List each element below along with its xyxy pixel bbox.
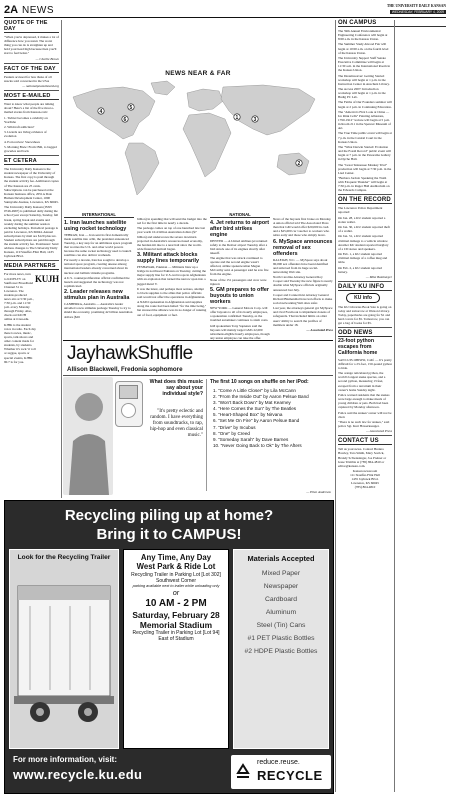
story-2-text-2: billion) in spending that will send the budget into the red for the first time in nearly a decade. (137, 217, 207, 226)
media-partners-title: MEDIA PARTNERS (4, 263, 59, 270)
europe-shape (187, 89, 223, 111)
etcetera-title: ET CETERA (4, 158, 59, 165)
record-item: On Jan. 30, a KU student reported theft of a wallet. (338, 225, 390, 234)
asia-shape (221, 85, 315, 135)
most-emailed-item[interactable]: 4. Porn review: Snowshoes (4, 139, 40, 144)
west-park-note: parking available next to trailer while unloading only (132, 584, 220, 588)
most-emailed-title: MOST E-MAILED (4, 93, 59, 100)
campus-item: The University Support Staff Senate Executive Committee will begin at 11:30 a.m. in the International Room in the Kansas Union. (338, 55, 391, 73)
story-6-text-2: North Carolina Attorney General Roy Cooper said Tuesday the new figure is nearly double what MySpace officials originally announced last July. (273, 275, 333, 292)
fact-attribution: — nationalpeanutboard.org (22, 84, 59, 89)
odd-news-text: SAN LUIS OBISPO, Calif. — It's pretty difficult for a 23-foot, 150-pound python to hide. (338, 357, 392, 371)
material-item: Steel (Tin) Cans (256, 622, 306, 629)
song-item: 7. "Drive" by Incubus (213, 424, 256, 430)
contact-us-title: CONTACT US (338, 438, 392, 445)
map-label-6: 6 (123, 117, 127, 123)
most-emailed-intro: Want to know what people are talking about? Here's a list of the five most e-mailed stories from Kansan.com: (4, 102, 55, 115)
most-emailed-item[interactable]: 3. Lizards are living evidence of evolution (4, 130, 47, 139)
shuffle-title-b: Shuffle (137, 343, 193, 364)
shuffle-title-a: Jayhawk (67, 343, 138, 364)
story-1-text-3: A U.S. counterproliferation official confirmed the launch and suggested the technology was not sophisticated. (64, 275, 130, 288)
or-text: or (172, 590, 180, 597)
map-title: NEWS NEAR & FAR (165, 70, 231, 77)
record-list (338, 206, 392, 279)
stadium-sub: Recycling Trailer in Parking Lot [Lot 94] East of Stadium (132, 630, 220, 642)
contact-address-3: 1435 Jayhawk Blvd. (351, 477, 379, 482)
story-1-text: TEHRAN, Iran — Iran sent its first domestically made satellite into orbit, the president announced Tuesday, a key step for an ambitious space program that worries the U.S. and other world powers because the same rocket technology used to launch satellites can also deliver warheads. (64, 232, 133, 257)
campus-item: The "What Darwin Started: Evolution and the Fossil Record" public event will begin at 7 p.m. in the Panorama Gallery in Dyche Hall. (338, 144, 391, 162)
etcetera-text: The University Daily Kansan is the student newspaper of the University of Kansas. The first copy is paid through the student activity fee. Additional copies of The Kansan are 25 cents. Subscriptions can be purchased at the Kansan business office, 2051A Dole Human Development Center, 1000 Sunnyside Avenue, Lawrence, KS 66045. (4, 167, 59, 204)
materials-box (233, 549, 329, 749)
material-item: Cardboard (264, 596, 298, 603)
fact-title: FACT OF THE DAY (4, 66, 59, 73)
material-item: #2 HDPE Plastic Bottles (244, 648, 318, 655)
ad-url[interactable]: www.recycle.ku.edu (13, 767, 143, 782)
ipod-wheel-icon (121, 403, 136, 418)
story-2-text-3: The package comes on top of one launched late last year worth 10.4 billion Australian dollars ($7 billion) and underscores the severe downturn projected in Australia's resources-based economy, the hardest-hit due to a near halt since the world-wide financial turmoil began. (137, 226, 206, 251)
national-credit: — Associated Press (306, 327, 333, 332)
daily-ku-text: The KU Libraries Book Sale is going on today and tomorrow at Watson Library. Today, paperbacks are going for $1 and hard covers for $5. Tomorrow, you can get a bag of books for $5. (338, 304, 392, 326)
campus-item: "Barbara Jordan: Speaking the Truth with Eloquent Thunder" will begin at 7:30 p.m. in Ruger Hall Auditorium on the Edwards Campus. (338, 175, 390, 193)
ku-info-logo: KU info (346, 293, 380, 303)
campus-item: The True Time public event will begin at 7 p.m. in the Central Court in the Kansas Union. (338, 131, 392, 144)
story-1-text-2: For nearly a decade, Iran has sought to develop a national space program, creating unease among international leaders already concerned about its nuclear and ballistic missile programs. (64, 258, 129, 275)
quote-attribution: — Charlie Brown (35, 56, 59, 61)
map-label-3: 3 (253, 117, 257, 123)
record-item: The Lawrence Police Department reported: (338, 206, 383, 215)
ad-headline-1: Recycling piling up at home? (64, 507, 274, 524)
campus-item: The 59th Annual Environmental Engineering Conference will begin at 8:00 a.m. in the Kansas Union. (338, 29, 388, 42)
recycling-ad (4, 500, 334, 794)
australia-shape (277, 153, 309, 175)
international-col-1 (64, 212, 134, 336)
daily-ku-info-title: DAILY KU INFO (338, 284, 392, 291)
map-label-5: 5 (129, 105, 133, 111)
story-3-headline[interactable]: 3. Militant attack blocks supply lines temporarily (137, 252, 200, 265)
recycle-icon (233, 762, 253, 782)
kjhk-text: KJHK is the student voice in radio. Each day there is news, music, sports, talk shows and other content made for students, by students. Whether it's rock 'n' roll or reggae, sports or special events, KJHK 90.7 is for you. (4, 322, 36, 364)
story-2-text: CANBERRA, Australia — Australia's leader unveiled a new stimulus package Tuesday to try to shield the economy, promising 42 billion Australian dollars ($26 (64, 302, 133, 319)
stadium-name: Memorial Stadium (139, 620, 213, 630)
story-6-text-4: Last year, the attorneys general got MySpace and rival Facebook to implement dozens of safeguards. That included limits on older users' ability to search the profiles of members under 18. (273, 306, 333, 327)
shuffle-answer: "It's pretty eclectic and random. I have everything from soundtracks, to rap, hip-hop and even classical music." (150, 409, 203, 438)
song-item: 1. "Come A Little Closer" by Lila McCann (213, 388, 296, 393)
record-item: On Feb. 1, a KU student reported criminal damage of a coffee mug and table. (338, 252, 388, 265)
odd-news-credit: — Associated Press (365, 429, 392, 434)
shuffle-photo (63, 377, 113, 495)
odd-news-headline[interactable]: 23-foot python escapes from California home (338, 338, 378, 357)
event-date: Saturday, February 28 (132, 610, 220, 620)
campus-list (338, 29, 392, 192)
any-time: Any Time, Any Day (140, 553, 212, 562)
left-column (4, 20, 59, 498)
map-label-2: 2 (297, 161, 301, 167)
song-item: 2. "From the Inside Out" by Aaron Pelsue Band (213, 394, 309, 400)
jayhawk-shuffle (63, 340, 333, 498)
etcetera-text-2: The University Daily Kansan (ISSN 0746-4967) is published daily during the school year except Saturday, Sunday, fall break, spring break and exams and weekly during the summer session excluding holidays. Periodical postage is paid in Lawrence, KS 66044. Annual subscriptions by mail are $120 plus tax. Student subscriptions are paid through the student activity fee. Postmaster: Send address changes to The University Daily Kansan, 119 Stauffer-Flint Hall, 1435 Jayhawk Blvd. (4, 205, 59, 259)
song-item: 5. "Heart-Shaped Box" by Nirvana (213, 412, 283, 418)
contact-address-4: Lawrence, KS 66045 (351, 481, 379, 486)
material-item: Mixed Paper (261, 570, 301, 577)
record-item: On Jan. 28, a KU student reported a stolen wallet. (338, 215, 386, 224)
song-item: 10. "Never Going Back to Ok" by The Afters (213, 442, 302, 448)
most-emailed-item[interactable]: 1. Twitter becomes a celebrity on YouTube (4, 115, 48, 124)
odd-news-text-3: Police warned residents that the snakes were large enough to make meals of young children or pets. Both had been captured by Monday afternoon. (338, 392, 390, 410)
campus-item: The Dreamweaver: Getting Started workshop will begin at 1 p.m. in the Instruction Center in Anschutz Library. (338, 73, 390, 86)
page-number: 2A (4, 4, 19, 16)
on-campus-title: ON CAMPUS (338, 20, 446, 27)
story-5-text: NEW YORK — General Motors Corp. will offer buyouts to all of its hourly employees, a spokesman confirmed Tuesday, as the troubled automaker continues to slash costs. (210, 306, 269, 323)
contact-address-2: 111 Stauffer-Flint Hall (350, 473, 380, 478)
materials-title: Materials Accepted (247, 554, 315, 563)
story-5-headline[interactable]: 5. GM prepares to offer buyouts to union workers (210, 287, 270, 306)
on-the-record-title: ON THE RECORD (338, 197, 391, 204)
campus-item: The Access 2007: Introduction workshop will begin at 1 p.m. in the Budig PC Lab. (338, 86, 386, 100)
contact-address-5: (785) 864-4810 (354, 485, 376, 490)
record-credit: — Mike Bamburger (365, 274, 392, 279)
ad-info-label: For more information, visit: (13, 755, 118, 764)
west-park-sub: Recycling Trailer in Parking Lot [Lot 302] Southwest Corner (131, 572, 221, 584)
north-america-shape (73, 87, 155, 139)
south-america-shape (125, 143, 159, 195)
ad-headline-2: Bring it to CAMPUS! (96, 526, 242, 543)
national-label: NATIONAL (210, 212, 270, 218)
shuffle-question: What does this music say about your individual style? (149, 379, 203, 397)
story-3-text: PESHAWAR, Pakistan — Militants blew up a bridge in northwest Pakistan on Tuesday, cutting the major supply line for U.S.-led troops in Afghanistan with an explosion that turned the narrow span into a jagged metal V. (137, 265, 207, 286)
international-col-2 (137, 212, 207, 336)
map-section (63, 71, 333, 211)
map-label-4: 4 (99, 109, 103, 115)
greenland-shape (151, 81, 175, 95)
trailer-box (9, 549, 119, 749)
trailer-label: Look for the Recycling Trailer (17, 554, 111, 561)
section-name: NEWS (22, 5, 54, 16)
map-label-1: 1 (235, 115, 239, 121)
story-3-text-3: A NATO spokesman in Afghanistan said supplies along the route had been halted "for the time being," but stressed the alliance was in no danger of running out of food, equipment or fuel. (137, 300, 207, 317)
campus-item: The "America's First Look at China — Ice Rink Cells" Painting Allusions, 1790-1912" lecture will begin at 5 p.m. in Room 211 in the Spencer Museum of Art. (338, 109, 391, 131)
campus-item: The Summer Study Abroad Fair will begin at 10:00 a.m. on the fourth level of the Kansas Union. (338, 42, 389, 55)
campus-item: The "Great Tennessee Monkey Trial" production will begin at 7:30 p.m. in the Lied Center. (338, 162, 392, 175)
material-item: #1 PET Plastic Bottles (247, 635, 315, 642)
song-item: 3. "Won't Back Down" by Mat Kearney (213, 400, 291, 406)
fact-text: Peanuts accused for less thana of all snacks sold concerned in the USA (4, 74, 52, 83)
story-5-text-2: GM spokesman Tony Sapienza said the buyouts will mainly target GM's 22,000 retirement-eligible hourly employees, though any union employee can take the offer. (210, 323, 270, 340)
campus-item: The Faiths of Our Founders seminar will begin at 2 p.m. in Continuing Education. (338, 100, 392, 109)
photo-silhouette (63, 377, 113, 495)
odd-news-text-5: "There is no such law for snakes," said police Sgt. Kurt Hawerksauger. (338, 419, 390, 428)
most-emailed-item[interactable]: 5. Morning Brew: From INR, to bagged groceries and back (4, 145, 57, 154)
story-2-headline[interactable]: 2. Leader releases new stimulus plan in Australia (64, 289, 130, 302)
story-3-text-2: It was the latest, and perhaps most serious, attempt to block supplies to the allies that police officials said would not affect the operations in Afghanistan. (137, 286, 206, 299)
recycle-slogan: reduce.reuse. (257, 759, 300, 766)
event-time: 10 AM - 2 PM (145, 598, 207, 609)
media-partners-text: For more news, turn to KUJH-TV on Sunflower Broadband Channel 31 in Lawrence. The student-produced news airs at 5:30 p.m., 7:30 p.m. and 11:30 p.m. every Monday through Friday. Also, check out KUJH online at tv.ku.edu. (4, 272, 34, 322)
story-6-headline[interactable]: 6. MySpace announces removal of sex offenders (273, 238, 333, 257)
masthead (4, 4, 446, 18)
shuffle-ipod (115, 381, 143, 427)
recycle-logo (231, 755, 331, 789)
song-item: 9. "Someday Sarah" by Dave Barnes (213, 436, 289, 442)
right-column (338, 20, 446, 792)
contact-address-1: Kansan newsroom (352, 469, 378, 474)
odd-news-text-2: The orange reticulated python, the world's longest snake species, and a second python, measuring 13 feet, escaped from a terrarium in their owner's home Sunday night. (338, 371, 386, 392)
kujh-logo: KUJH (35, 274, 59, 285)
contact-text: Tell us your news. Contact Brenna Hawley, Tara Smith, Mary Sorrick, Brandy Schwiesinger, Joe Preiner or Jesse Trimble at (785) 864-4810 or editor@kansan.com. (338, 447, 387, 468)
story-1-headline[interactable]: 1. Iran launches satellite using rocket technology (64, 219, 127, 232)
story-4-headline[interactable]: 4. Jet returns to airport after bird strikes engine (210, 219, 270, 238)
paper-name: THE UNIVERSITY DAILY KANSAN (386, 4, 446, 8)
national-col-2 (273, 212, 333, 336)
material-item: Aluminum (265, 609, 297, 616)
story-6-text-3: Cooper and Connecticut Attorney General Richard Blumenthal have led efforts to make social networking Web sites safer. (273, 292, 333, 305)
issue-date: WEDNESDAY, FEBRUARY 4, 2009 (391, 10, 444, 14)
most-emailed-item[interactable]: 2. Wildcraft addiction? (4, 125, 35, 130)
song-item: 4. "Here Comes the Sun" by The Beatles (213, 406, 297, 412)
africa-shape (183, 113, 231, 177)
record-item: On Jan. 31, a KU student reported criminal damage to a vehicle window. Another KU student reported burglary of a CD stereo and speakers. (338, 234, 389, 251)
shuffle-byline: Allison Blackwell, Fredonia sophomore (67, 366, 183, 373)
story-4-text: DENVER — A United Airlines jet returned safely to the Denver airport Tuesday after a bird struck one of its engines shortly after takeoff. (210, 238, 268, 255)
international-label: INTERNATIONAL (64, 212, 134, 218)
quote-text: "When you're depressed, it makes a lot of difference how you stand. The worst thing you can do is straighten up and hold your head high because then you'll start to feel better." (4, 35, 59, 56)
national-col-1 (210, 212, 270, 340)
schedule-box (123, 549, 229, 749)
west-park: West Park & Ride Lot (136, 562, 216, 571)
shuffle-credit: — Ellen Anderson (306, 490, 331, 494)
quote-title: QUOTE OF THE DAY (4, 20, 59, 33)
material-item: Newspaper (263, 583, 299, 590)
story-4-text-3: None of the 151 passengers and crew were injured. (210, 277, 267, 286)
trailer-image (10, 566, 118, 746)
recycle-word: RECYCLE (257, 768, 323, 783)
story-5-text-3: News of the buyouts first broke on Monday. A union official told The Associated Press then that GM would offer $20,000 in cash and a $25,000 car voucher to workers who retire early and those who simply leave. (273, 217, 332, 238)
song-item: 6. "Set Me On Fire" by Aaron Pelsue Band (213, 418, 300, 424)
song-item: 8. "One" by Creed (213, 430, 250, 436)
odd-news-title: ODD NEWS (338, 330, 392, 337)
story-6-text: RALEIGH, N.C. — MySpace says about 90,000 sex offenders have been identified and removed from its huge social-networking Web site. (273, 257, 329, 274)
odd-news-text-4: Police said the snakes' owner will not be cited. (338, 410, 392, 419)
shuffle-list-title: The first 10 songs on shuffle on her iPod: (210, 379, 309, 385)
story-4-text-2: The engine that was struck continued to operate and the second engine wasn't affected, airline spokeswoman Megan McCarthy said. A passenger said he saw fire from the engine. (210, 256, 269, 277)
world-map (63, 77, 333, 205)
song-list (213, 388, 333, 449)
record-item: On Feb. 2, a KU student reported battery. (338, 265, 382, 274)
